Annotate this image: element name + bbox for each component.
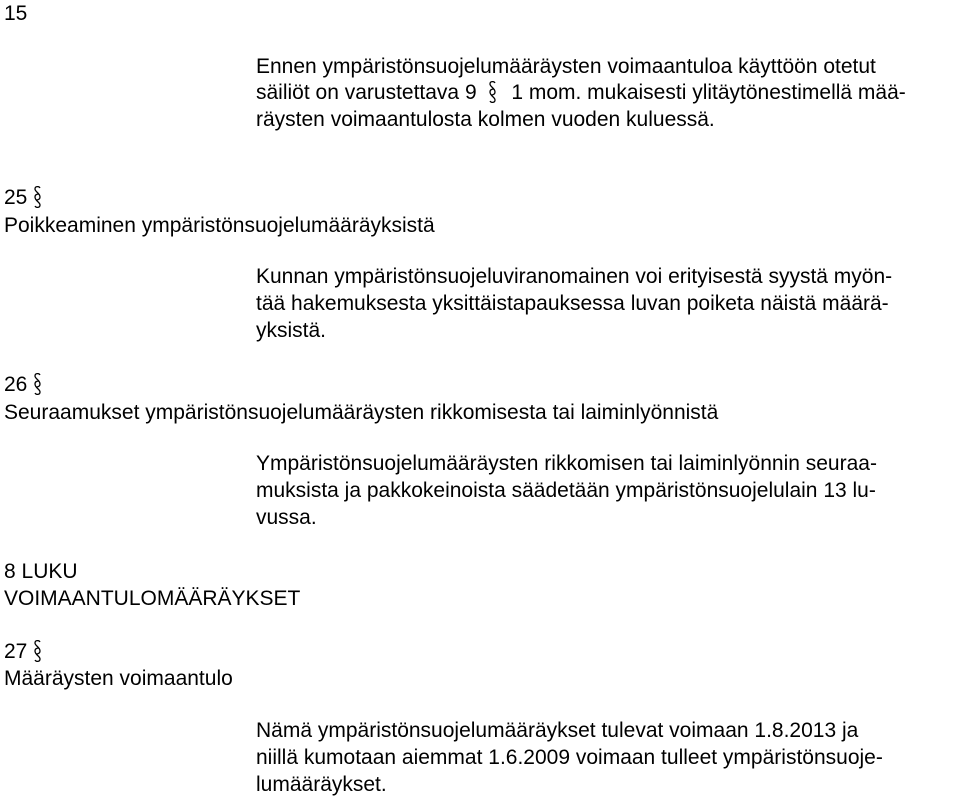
intro-line-1: Ennen ympäristönsuojelumääräysten voimaantuloa käyttöön otetut [256, 55, 876, 78]
section-27-heading [4, 640, 42, 664]
section-27-body-line-1: Nämä ympäristönsuojelumääräykset tulevat voimaan 1.8.2013 ja [256, 719, 859, 742]
section-sign-icon [33, 186, 42, 208]
section-25-number: 25 [4, 186, 28, 209]
section-25-title: Poikkeaminen ympäristönsuojelumääräyksistä [4, 214, 435, 237]
chapter-8-label: 8 LUKU [4, 560, 78, 583]
intro-line-2-start: säiliöt on varustettava 9 [256, 81, 477, 104]
section-sign-icon [33, 640, 42, 662]
intro-line-2 [256, 81, 906, 105]
section-26-body-line-1: Ympäristönsuojelumääräysten rikkomisen tai laiminlyönnin seuraa- [256, 452, 877, 475]
section-sign-icon [488, 81, 497, 103]
section-27-body-line-3: lumääräykset. [256, 773, 387, 796]
page-number: 15 [4, 2, 28, 25]
intro-line-3: räysten voimaantulosta kolmen vuoden kuluessä. [256, 108, 715, 131]
chapter-8-title: VOIMAANTULOMÄÄRÄYKSET [4, 587, 301, 610]
section-26-body-line-2: muksista ja pakkokeinoista säädetään ympäristönsuojelulain 13 lu- [256, 479, 876, 502]
section-sign-icon [33, 373, 42, 395]
intro-line-2-end: 1 mom. mukaisesti ylitäytönestimellä mää- [511, 81, 906, 104]
section-27-body-line-2: niillä kumotaan aiemmat 1.6.2009 voimaan tulleet ympäristönsuoje- [256, 746, 883, 769]
section-25-body-line-1: Kunnan ympäristönsuojeluviranomainen voi erityisestä syystä myön- [256, 265, 893, 288]
section-25-body-line-3: yksistä. [256, 319, 327, 342]
section-26-heading [4, 373, 42, 397]
section-26-number: 26 [4, 373, 28, 396]
section-27-number: 27 [4, 640, 28, 663]
section-26-title: Seuraamukset ympäristönsuojelumääräysten rikkomisesta tai laiminlyönnistä [4, 401, 719, 424]
section-26-body-line-3: vussa. [256, 506, 317, 529]
section-25-body-line-2: tää hakemuksesta yksittäistapauksessa luvan poiketa näistä määrä- [256, 292, 889, 315]
section-25-heading [4, 186, 42, 210]
section-27-title: Määräysten voimaantulo [4, 667, 233, 690]
